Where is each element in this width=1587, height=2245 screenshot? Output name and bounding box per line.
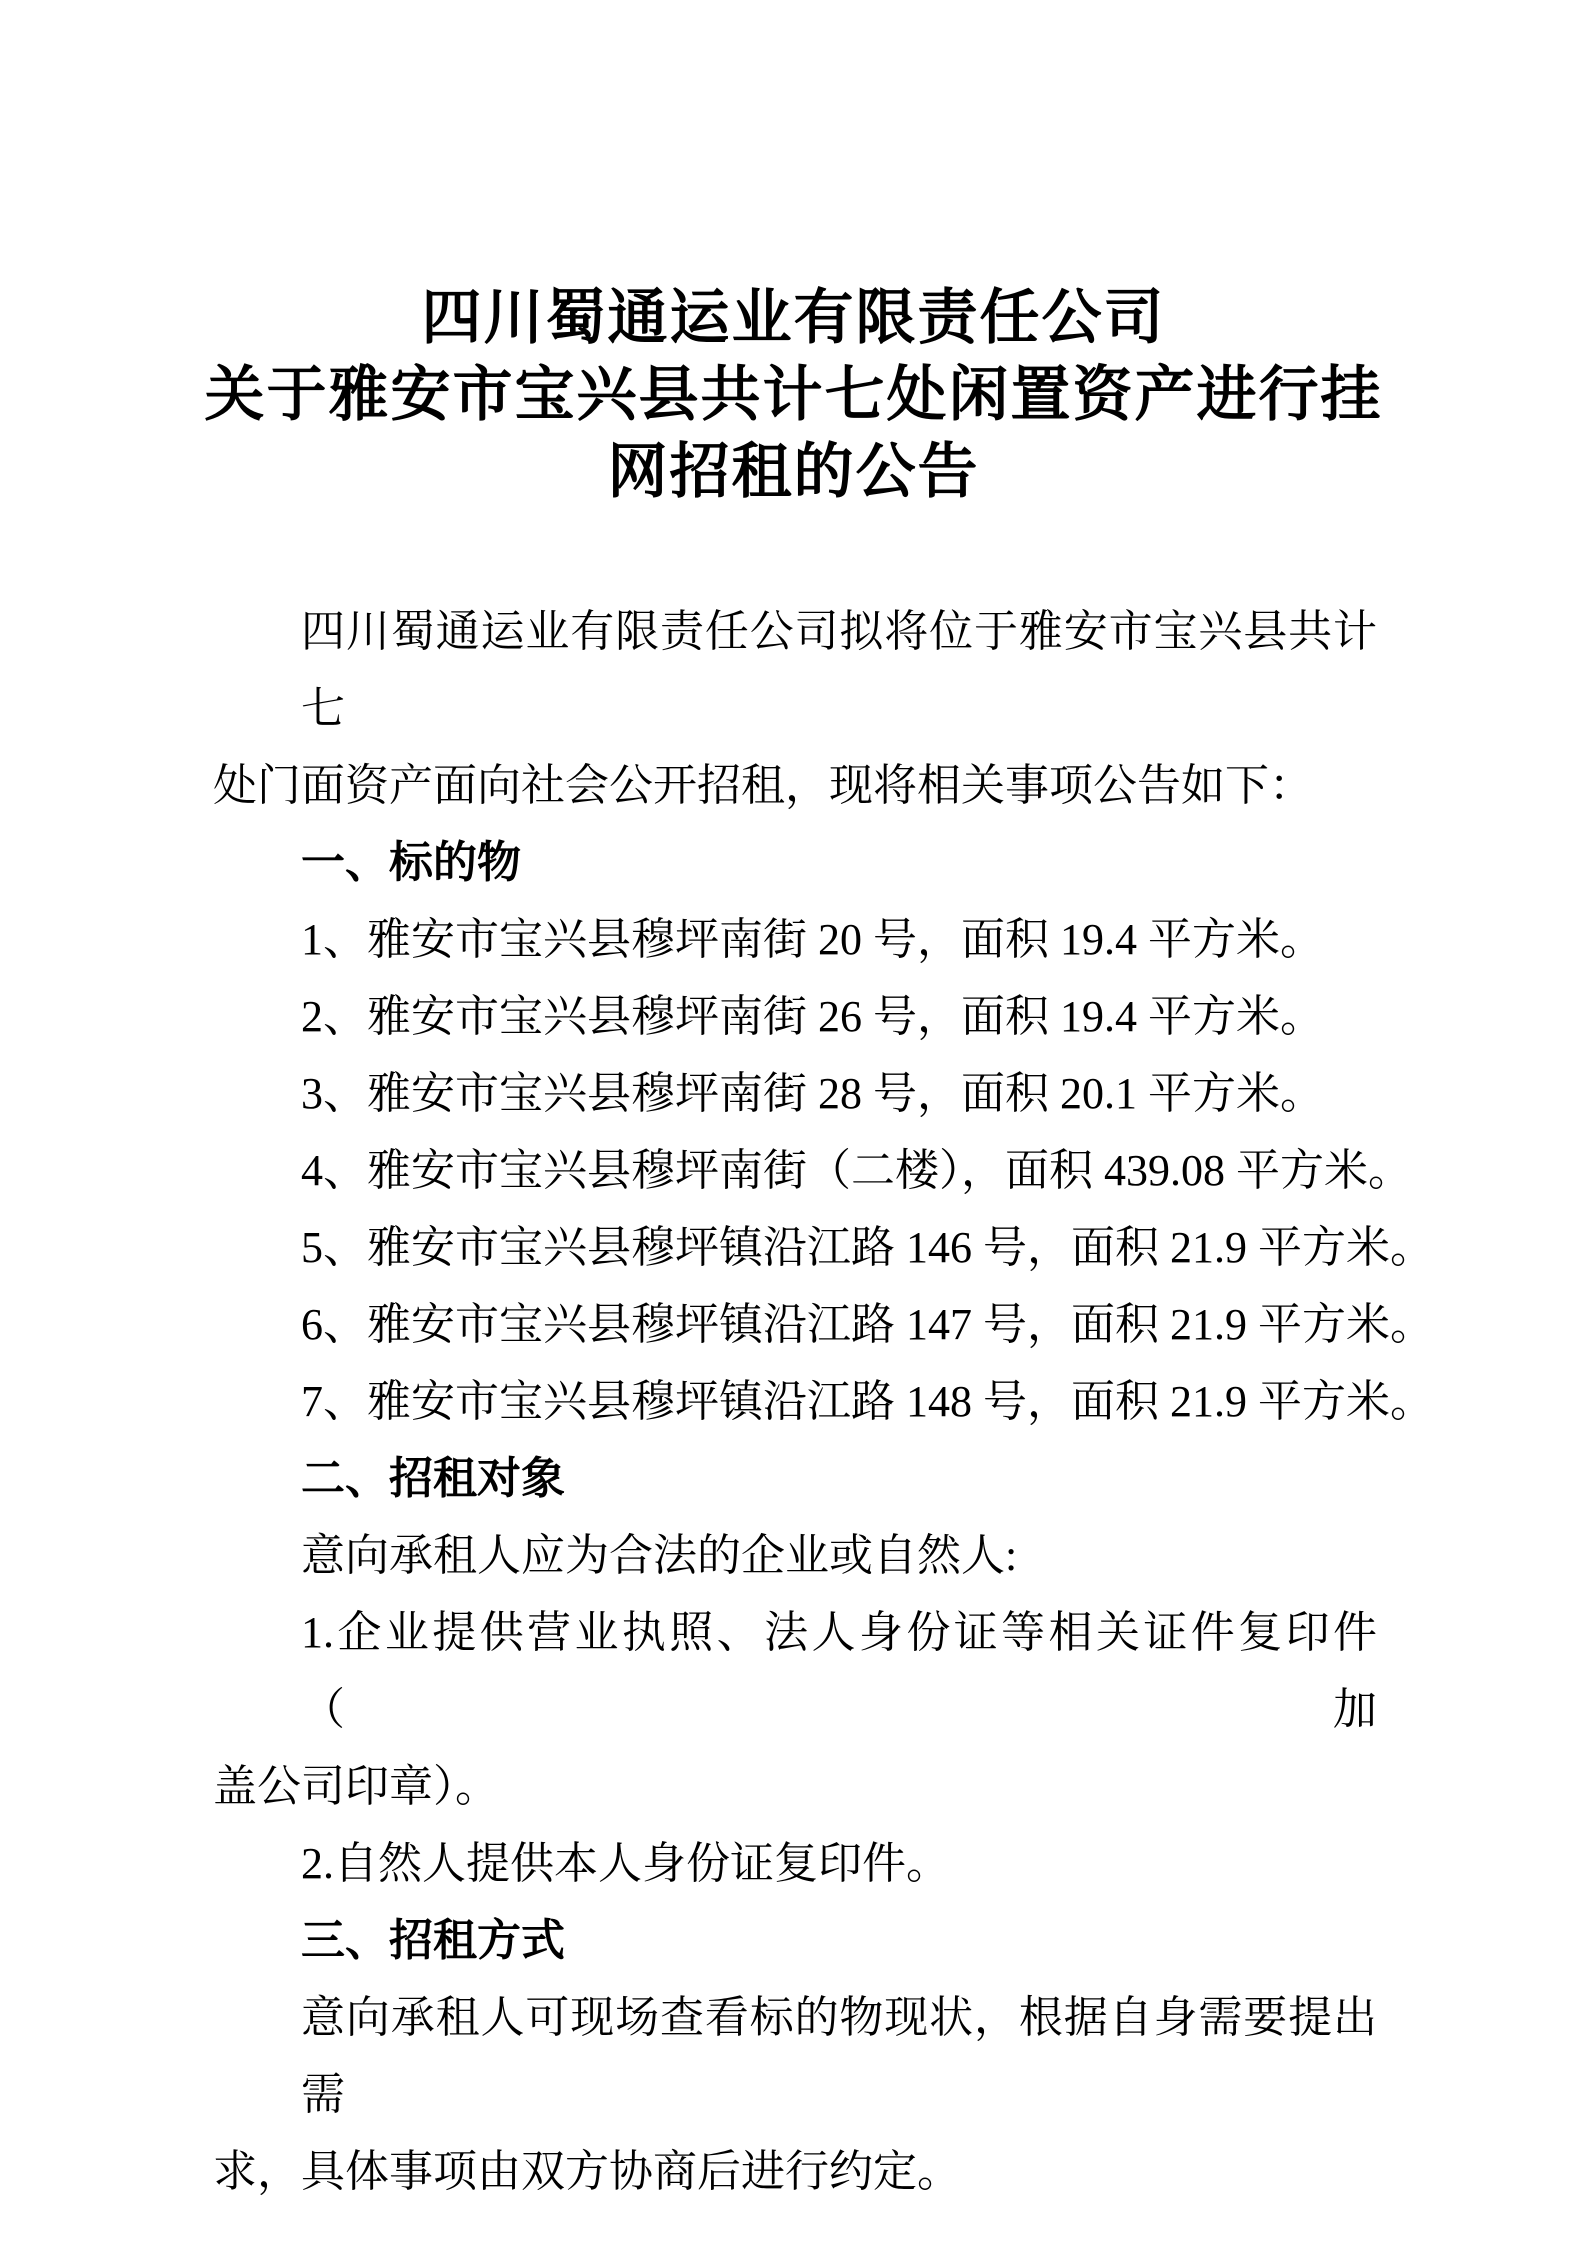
list-item-2: 2、雅安市宝兴县穆坪南街 26 号，面积 19.4 平方米。: [301, 992, 1324, 1041]
intro-line-2: 处门面资产面向社会公开招租，现将相关事项公告如下：: [213, 761, 1313, 810]
list-item-3: 3、雅安市宝兴县穆坪南街 28 号，面积 20.1 平方米。: [301, 1069, 1324, 1118]
section2-item2: 2.自然人提供本人身份证复印件。: [301, 1839, 950, 1888]
section2-lead: 意向承租人应为合法的企业或自然人:: [301, 1531, 1018, 1580]
list-item-7: 7、雅安市宝兴县穆坪镇沿江路 148 号，面积 21.9 平方米。: [301, 1377, 1434, 1426]
title-line-3: 网招租的公告: [607, 439, 980, 505]
section1-heading: 一、标的物: [301, 838, 521, 887]
section3-line-1: 意向承租人可现场查看标的物现状，根据自身需要提出需: [301, 1993, 1377, 2119]
section2-item1-line-2: 盖公司印章）。: [213, 1762, 499, 1811]
list-item-4: 4、雅安市宝兴县穆坪南街（二楼），面积 439.08 平方米。: [301, 1146, 1412, 1195]
list-item-5: 5、雅安市宝兴县穆坪镇沿江路 146 号，面积 21.9 平方米。: [301, 1223, 1434, 1272]
section2-heading: 二、招租对象: [301, 1454, 565, 1503]
title-line-1: 四川蜀通运业有限责任公司: [421, 285, 1166, 351]
list-item-1: 1、雅安市宝兴县穆坪南街 20 号，面积 19.4 平方米。: [301, 915, 1324, 964]
document-body: [213, 593, 1434, 2210]
document-title: [0, 0, 1587, 511]
list-item-6: 6、雅安市宝兴县穆坪镇沿江路 147 号，面积 21.9 平方米。: [301, 1300, 1434, 1349]
section3-line-2: 求，具体事项由双方协商后进行约定。: [213, 2147, 961, 2196]
section3-heading: 三、招租方式: [301, 1916, 565, 1965]
intro-line-1: 四川蜀通运业有限责任公司拟将位于雅安市宝兴县共计七: [301, 607, 1377, 733]
section2-item1-line-1: 1.企业提供营业执照、法人身份证等相关证件复印件（加: [301, 1608, 1377, 1734]
title-line-2: 关于雅安市宝兴县共计七处闲置资产进行挂: [204, 362, 1383, 428]
